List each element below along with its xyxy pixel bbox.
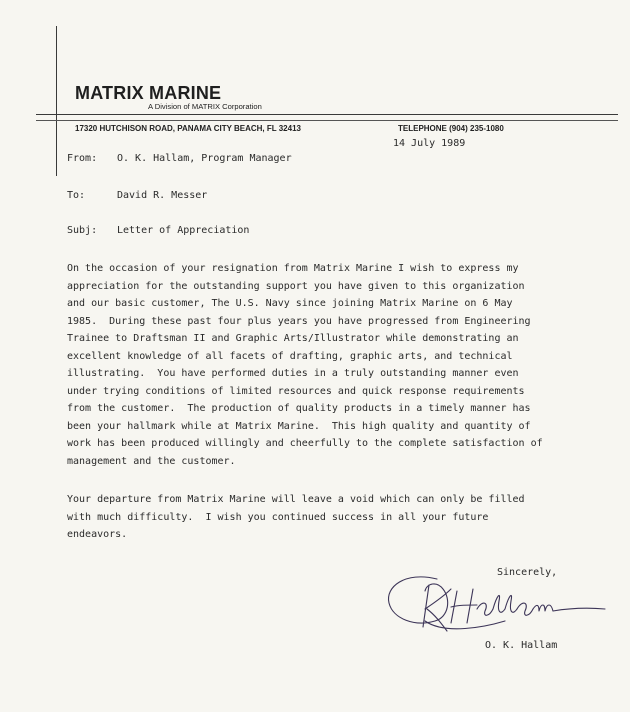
letter-date: 14 July 1989 (393, 138, 466, 149)
letterhead-rule-top (36, 114, 618, 115)
body-line: endeavors. (67, 529, 128, 540)
letterhead-rule-bottom (36, 120, 618, 121)
subject-label: Subj: (67, 225, 98, 236)
to-label: To: (67, 190, 86, 201)
letterhead-vertical-rule (56, 26, 57, 176)
to-value: David R. Messer (117, 190, 208, 201)
body-line: 1985. During these past four plus years you have progressed from Engineering (67, 315, 531, 327)
from-value: O. K. Hallam, Program Manager (117, 153, 292, 164)
body-line: work has been produced willingly and cheerfully to the complete satisfaction of (67, 438, 543, 449)
body-line: Trainee to Draftsman II and Graphic Arts/Illustrator while demonstrating an (67, 333, 519, 344)
body-line: been your hallmark while at Matrix Marine. This high quality and quantity of (67, 420, 531, 432)
signer-name: O. K. Hallam (485, 640, 558, 651)
from-label: From: (67, 153, 98, 164)
body-line: appreciation for the outstanding support you have given to this organization (67, 280, 525, 292)
company-telephone: TELEPHONE (904) 235-1080 (398, 124, 504, 133)
closing-salutation: Sincerely, (497, 567, 558, 578)
subject-value: Letter of Appreciation (117, 225, 250, 236)
body-line: illustrating. You have performed duties in a truly outstanding manner even (67, 368, 519, 379)
company-division: A Division of MATRIX Corporation (148, 102, 262, 111)
company-name: MATRIX MARINE (75, 83, 222, 103)
body-line: with much difficulty. I wish you continued success in all your future (67, 511, 489, 523)
body-line: from the customer. The production of quality products in a timely manner has (67, 403, 531, 414)
company-address: 17320 HUTCHISON ROAD, PANAMA CITY BEACH, FL 32413 (75, 124, 301, 133)
body-paragraph-2 (67, 491, 567, 544)
body-paragraph-1 (67, 260, 567, 470)
body-line: On the occasion of your resignation from Matrix Marine I wish to express my (67, 263, 519, 274)
handwritten-signature (385, 565, 610, 645)
body-line: management and the customer. (67, 455, 236, 467)
body-line: under trying conditions of limited resources and quick response requirements (67, 385, 525, 397)
body-line: Your departure from Matrix Marine will leave a void which can only be filled (67, 494, 525, 505)
body-line: excellent knowledge of all facets of drafting, graphic arts, and technical (67, 350, 513, 362)
body-line: and our basic customer, The U.S. Navy since joining Matrix Marine on 6 May (67, 298, 513, 309)
